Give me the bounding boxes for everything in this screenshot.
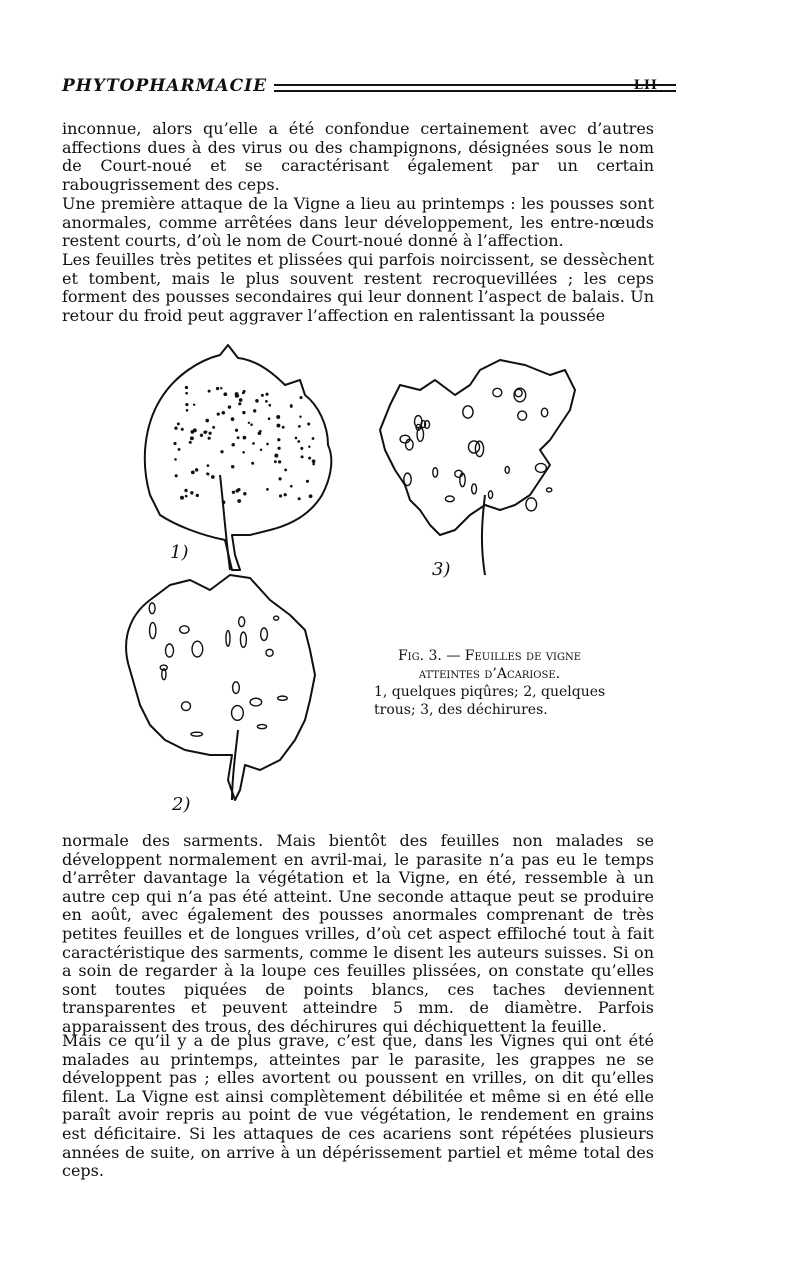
leaf-spot (312, 463, 315, 466)
paragraph-5: Mais ce qu’il y a de plus grave, c’est que, dans les Vignes qui ont été malades au printemps, atteintes par le parasite, les grappes ne se développent pas ; elles avortent ou poussent en vrilles, on dit qu’elles filent. La Vigne est ainsi complètement débilitée et même si en été elle paraît avoir repris au point de vue végétation, le rendement en grains est déficitaire. Si les attaques de ces acariens sont répétées plusieurs années de suite, on arrive à un dépérissement partiel et même total des ceps. (62, 1031, 654, 1181)
leaf-2-illustration (126, 575, 315, 800)
leaf-spot (284, 469, 287, 472)
leaf-hole (226, 631, 230, 647)
leaf-label-1: 1) (170, 542, 189, 563)
leaf-spot (174, 458, 177, 461)
header-double-rule (274, 84, 676, 92)
leaf-spot (186, 409, 189, 412)
leaf-hole (149, 603, 155, 614)
leaf-spot (253, 409, 256, 412)
caption-title: Fig. 3. — Feuilles de vigne atteintes d’Acariose. (397, 648, 582, 682)
leaf-spot (276, 424, 280, 428)
leaf-spot (237, 436, 240, 439)
leaf-spot (196, 494, 199, 497)
leaf-spot (205, 419, 209, 423)
leaf-hole (232, 706, 244, 721)
leaf-hole (261, 628, 268, 640)
leaf-spot (205, 431, 207, 433)
leaf-hole (468, 441, 479, 453)
leaf-hole (240, 632, 246, 647)
leaf-spot (212, 426, 215, 429)
leaf-spot (181, 428, 184, 431)
leaf-spot (185, 495, 188, 498)
leaf-hole (488, 491, 492, 499)
leaf-spot (220, 387, 222, 389)
leaf-spot (190, 491, 193, 494)
leaf-spot (307, 422, 310, 425)
leaf-spot (250, 423, 253, 426)
leaf-spot (279, 494, 282, 497)
leaf-spot (239, 398, 243, 402)
leaf-spot (266, 488, 269, 491)
leaf-spot (235, 429, 238, 432)
leaf-spot (206, 472, 209, 475)
leaf-hole (192, 641, 203, 657)
leaf-spot (274, 460, 277, 463)
leaf-spot (308, 457, 311, 460)
leaf-hole (266, 649, 273, 656)
leaf-spot (242, 411, 245, 414)
leaf-spot (177, 422, 180, 425)
leaf-spot (217, 413, 220, 416)
leaf-spot (235, 489, 239, 493)
leaf-3-illustration (380, 360, 575, 575)
leaf-spot (312, 459, 316, 463)
leaf-spot (300, 447, 303, 450)
leaf-spot (195, 468, 199, 472)
leaf-spot (248, 422, 250, 424)
leaf-spot (276, 415, 280, 419)
leaf-hole (445, 496, 454, 502)
leaf-spot (185, 403, 188, 406)
leaf-1-illustration (145, 345, 332, 570)
leaf-spot (309, 494, 313, 498)
leaf-spot (277, 438, 280, 441)
page-number: LII (633, 78, 658, 93)
leaf-spot (300, 396, 303, 399)
leaf-spot (312, 437, 315, 440)
leaf-label-2: 2) (172, 794, 191, 815)
leaf-spot (297, 440, 300, 443)
leaf-hole (257, 725, 266, 729)
leaf-illustrations (60, 330, 660, 830)
running-header (62, 76, 658, 100)
leaf-spot (265, 400, 268, 403)
leaf-spot (295, 437, 298, 440)
leaf-hole (433, 468, 438, 477)
leaf-spot (190, 436, 194, 440)
leaf-spot (237, 499, 241, 503)
leaf-spot (223, 392, 227, 396)
leaf-spot (306, 480, 309, 483)
leaf-hole (493, 388, 502, 396)
leaf-spot (238, 402, 241, 405)
leaf-hole (181, 702, 190, 711)
leaf-spot (231, 465, 234, 468)
leaf-spot (200, 434, 203, 437)
leaf-spot (211, 475, 215, 479)
leaf-spot (220, 450, 223, 453)
leaf-spot (252, 442, 255, 445)
leaf-hole (535, 463, 546, 472)
leaf-spot (193, 404, 195, 406)
leaf-label-3: 3) (432, 559, 451, 580)
leaf-spot (274, 454, 278, 458)
leaf-hole (505, 466, 509, 473)
leaf-spot (185, 392, 188, 395)
leaf-hole (404, 473, 411, 485)
paragraph-4: normale des sarments. Mais bientôt des feuilles non malades se développent normalement en avril-mai, le parasite n’a pas eu le temps d’arrêter davantage la végétation et la Vigne, en été, ressemble à un autre cep qui n’a pas été atteint. Une seconde attaque peut se produire en août, avec également des pousses anormales comprenant de très petites feuilles et de longues vrilles, d’où cet aspect effiloché tout à fait caractéristique des sarments, comme le disent les auteurs suisses. Si on a soin de regarder à la loupe ces feuilles plissées, on constate qu’elles sont toutes piquées de points blancs, ces taches deviennent transparentes et peuvent atteindre 5 mm. de diamètre. Parfois apparaissent des trous, des déchirures qui déchiquettent la feuille. (62, 831, 654, 1036)
leaf-hole (526, 498, 537, 511)
leaf-hole (274, 616, 279, 620)
leaf-spot (191, 471, 195, 475)
paragraph-2: Une première attaque de la Vigne a lieu au printemps : les pousses sont anormales, comme arrêtées dans leur développement, les entre-nœuds restent courts, d’où le nom de Court-noué donné à l’affection. (62, 194, 654, 251)
leaf-spot (278, 477, 281, 480)
leaf-spot (299, 416, 301, 418)
leaf-spot (231, 443, 235, 447)
leaf-spot (301, 455, 304, 458)
caption-body: 1, quelques piqûres; 2, quelques trous; 3, des déchirures. (374, 684, 606, 718)
leaf-spot (308, 446, 310, 448)
leaf-spot (208, 390, 211, 393)
leaf-spot (242, 451, 245, 454)
leaf-hole (239, 617, 245, 627)
leaf-spot (173, 442, 176, 445)
paragraph-1: inconnue, alors qu’elle a été confondue certainement avec d’autres affections dues à des virus ou des champignons, désignées sous le nom de Court-noué et se caractérisant également par un certain rabougrissement des ceps. (62, 119, 654, 194)
paragraph-3: Les feuilles très petites et plissées qui parfois noircissent, se dessèchent et tombent, mais le plus souvent restent recroquevillées ; les ceps forment des pousses secondaires qui leur donnent l’aspect de balais. Un retour du froid peut aggraver l’affection en ralentissant la poussée (62, 250, 654, 325)
leaf-spot (261, 394, 264, 397)
leaf-spot (290, 485, 293, 488)
leaf-spot (278, 460, 281, 463)
leaf-hole (546, 488, 551, 492)
leaf-spot (298, 425, 301, 428)
leaf-spot (259, 430, 262, 433)
leaf-spot (222, 411, 226, 415)
leaf-spot (242, 391, 245, 394)
running-title: PHYTOPHARMACIE (62, 76, 268, 96)
leaf-spot (243, 436, 247, 440)
figure-caption (372, 647, 607, 719)
leaf-spot (175, 474, 178, 477)
leaf-spot (251, 462, 254, 465)
leaf-spot (260, 449, 262, 451)
leaf-spot (228, 405, 231, 408)
leaf-spot (232, 491, 235, 494)
leaf-spot (178, 448, 181, 451)
leaf-hole (472, 484, 477, 494)
leaf-hole (278, 696, 288, 700)
leaf-hole (541, 408, 547, 417)
leaf-hole (518, 411, 527, 420)
leaf-spot (282, 426, 285, 429)
leaf-spot (284, 493, 287, 496)
leaf-spot (235, 392, 239, 396)
leaf-spot (216, 387, 219, 390)
figure-leaves (60, 330, 660, 830)
leaf-spot (268, 404, 271, 407)
leaf-hole (191, 732, 203, 736)
leaf-spot (222, 500, 226, 504)
leaf-spot (208, 437, 211, 440)
leaf-spot (189, 441, 192, 444)
leaf-spot (265, 393, 268, 396)
leaf-spot (174, 427, 177, 430)
leaf-spot (184, 489, 187, 492)
leaf-spot (207, 464, 210, 467)
leaf-hole (250, 698, 262, 706)
leaf-spot (290, 405, 293, 408)
leaf-spot (298, 497, 301, 500)
leaf-spot (208, 432, 211, 435)
leaf-hole (463, 406, 473, 418)
leaf-spot (243, 492, 246, 495)
leaf-spot (266, 443, 269, 446)
leaf-hole (233, 682, 240, 694)
leaf-spot (231, 417, 235, 421)
leaf-spot (268, 417, 271, 420)
leaf-spot (185, 386, 188, 389)
leaf-spot (180, 496, 184, 500)
leaf-spot (193, 428, 197, 432)
leaf-hole (150, 623, 156, 639)
leaf-spot (277, 447, 280, 450)
leaf-hole (180, 626, 189, 634)
leaf-spot (255, 399, 259, 403)
leaf-hole (165, 644, 173, 657)
